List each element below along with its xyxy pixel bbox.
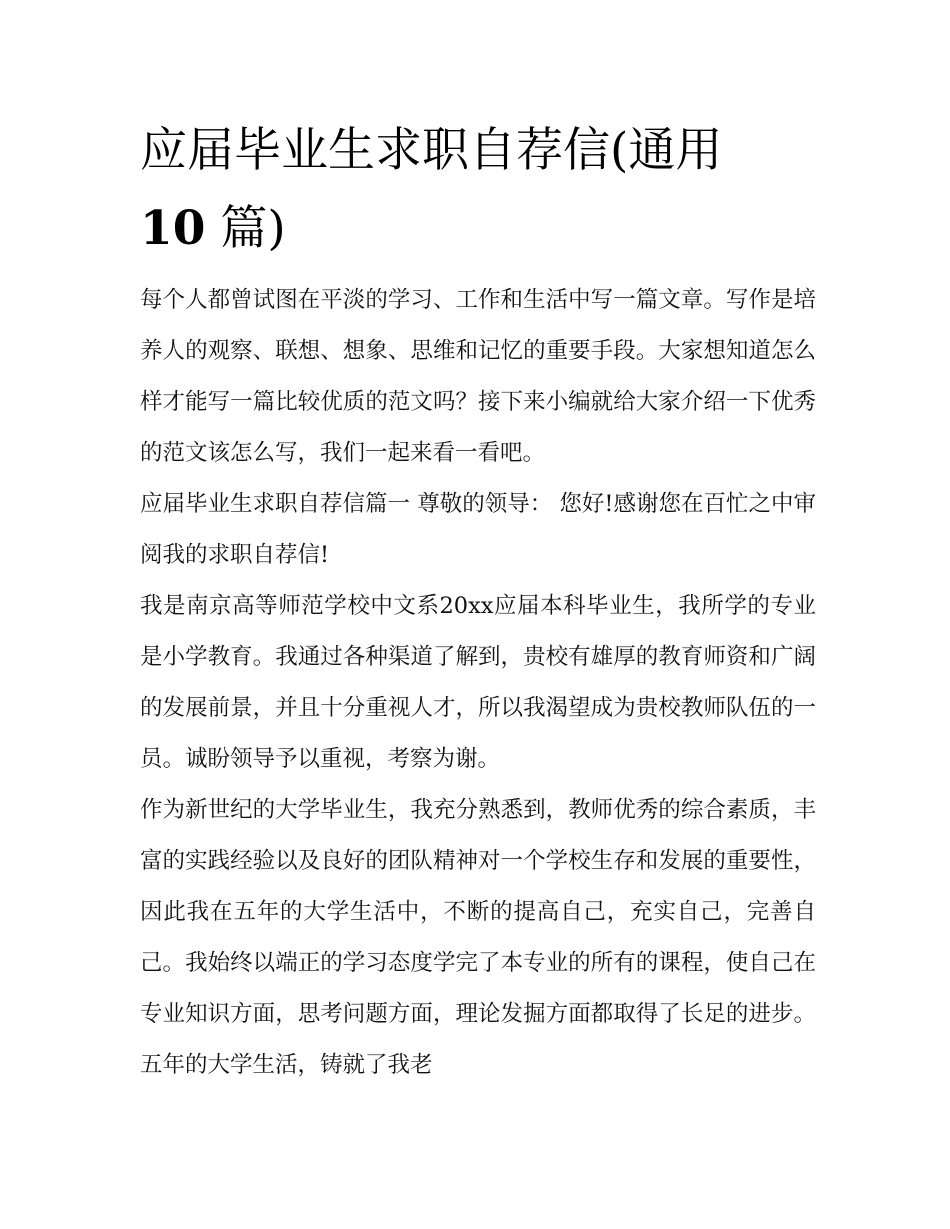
title-suffix: 篇) bbox=[220, 201, 286, 256]
salutation-paragraph: 应届毕业生求职自荐信篇一 尊敬的领导： 您好!感谢您在百忙之中审阅我的求职自荐信! bbox=[140, 491, 816, 568]
document-body bbox=[140, 275, 816, 1091]
self-introduction-paragraph: 我是南京高等师范学校中文系20xx应届本科毕业生，我所学的专业是小学教育。我通过各种渠道了解到，贵校有雄厚的教育师资和广阔的发展前景，并且十分重视人才，所以我渴望成为贵校教师队伍的一员。诚盼领导予以重视，考察为谢。 bbox=[140, 593, 816, 772]
title-number: 10 bbox=[140, 201, 206, 256]
document-title bbox=[140, 112, 820, 268]
intro-paragraph: 每个人都曾试图在平淡的学习、工作和生活中写一篇文章。写作是培养人的观察、联想、想象、思维和记忆的重要手段。大家想知道怎么样才能写一篇比较优质的范文吗？接下来小编就给大家介绍一下优秀的范文该怎么写，我们一起来看一看吧。 bbox=[140, 287, 816, 466]
title-text: 应届毕业生求职自荐信(通用 bbox=[140, 123, 723, 178]
qualifications-paragraph: 作为新世纪的大学毕业生，我充分熟悉到，教师优秀的综合素质，丰富的实践经验以及良好的团队精神对一个学校生存和发展的重要性，因此我在五年的大学生活中，不断的提高自己，充实自己，完善自己。我始终以端正的学习态度学完了本专业的所有的课程，使自己在专业知识方面，思考问题方面，理论发掘方面都取得了长足的进步。五年的大学生活，铸就了我老 bbox=[140, 797, 816, 1078]
